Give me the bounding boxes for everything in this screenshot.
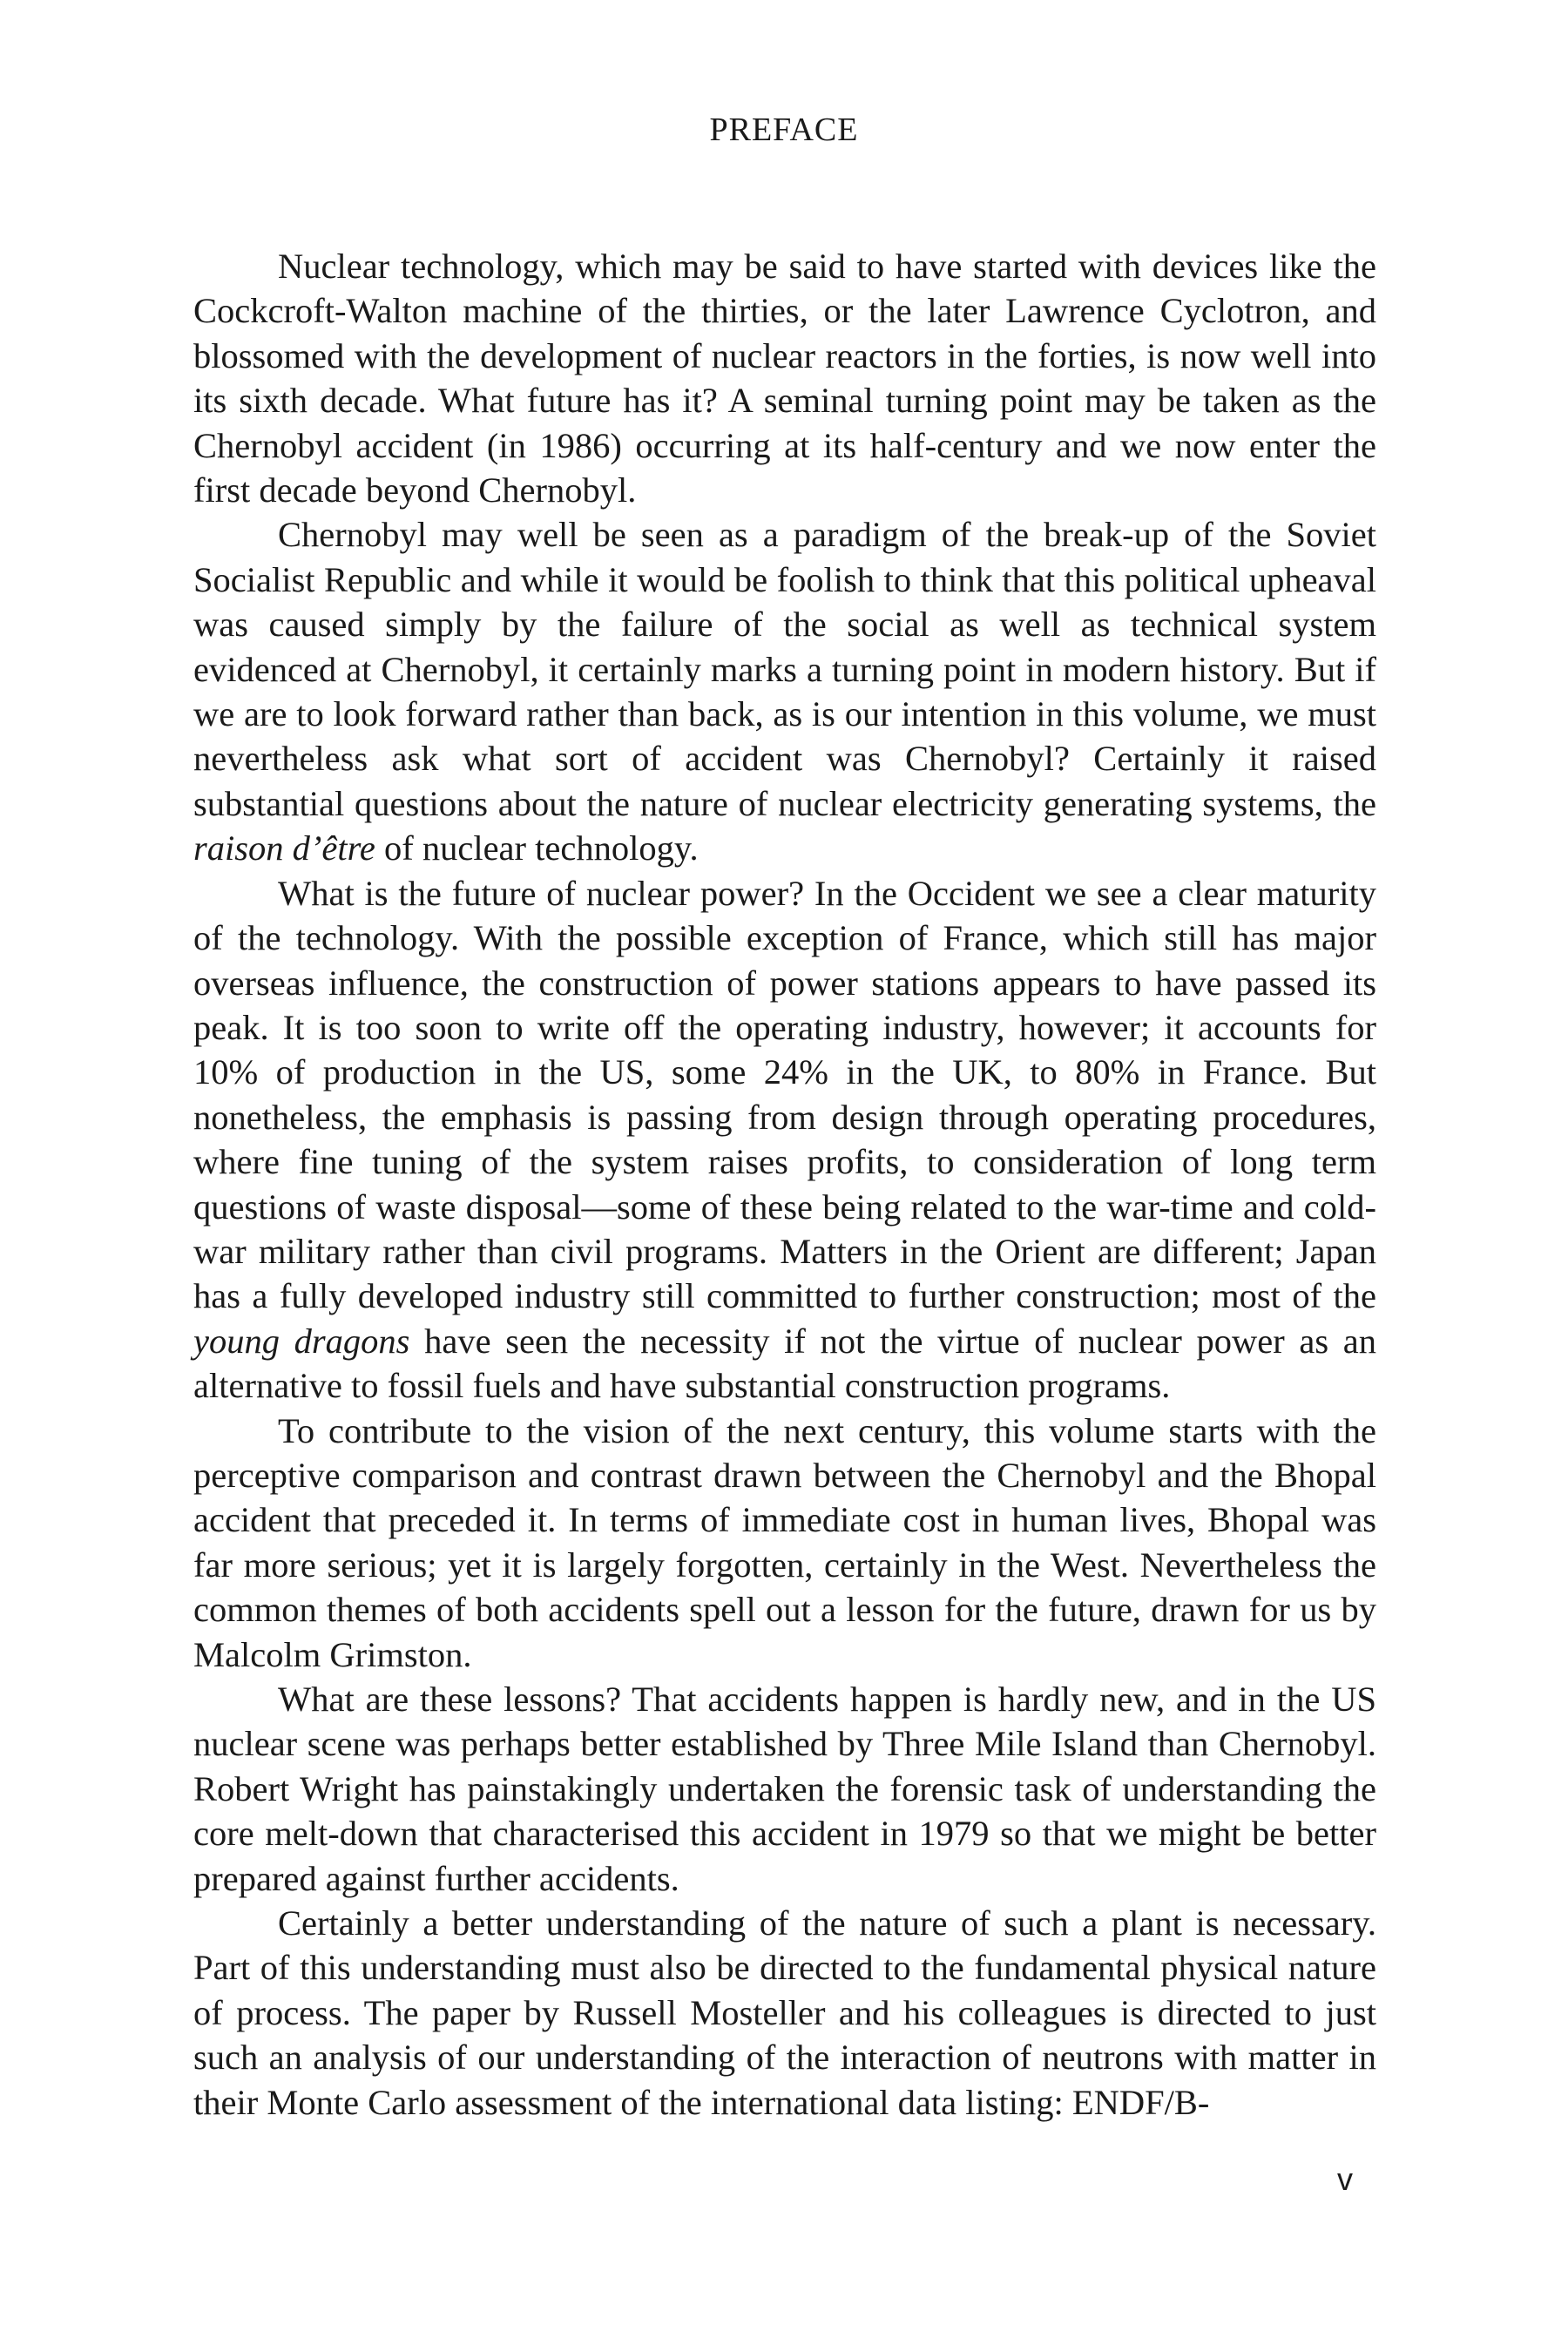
paragraph-2 <box>193 512 1376 870</box>
paragraph-6: Certainly a better understanding of the nature of such a plant is necessary. Part of this understanding must also be directed to the fundamental physical nature of process. The paper by Russell Mosteller and his colleagues is directed to just such an analysis of our understanding of the interaction of neutrons with matter in their Monte Carlo assessment of the international data listing: ENDF/B- <box>193 1903 1376 2122</box>
paragraph-3-text: What is the future of nuclear power? In the Occident we see a clear maturity of the technology. With the possible exception of France, which still has major overseas influence, the construction of power stations appears to have passed its peak. It is too soon to write off the operating industry, however; it accounts for 10% of production in the US, some 24% in the UK, to 80% in France. But nonetheless, the emphasis is passing from design through operating procedures, where fine tuning of the system raises profits, to consideration of long term questions of waste disposal—some of these being related to the war-time and cold-war military rather than civil programs. Matters in the Orient are different; Japan has a fully developed industry still committed to further construction; most of the <box>193 873 1376 1316</box>
paragraph-1: Nuclear technology, which may be said to have started with devices like the Cockcroft-Walton machine of the thirties, or the later Lawrence Cyclotron, and blossomed with the development of nuclear reactors in the forties, is now well into its sixth decade. What future has it? A seminal turning point may be taken as the Chernobyl accident (in 1986) occurring at its half-century and we now enter the first decade beyond Chernobyl. <box>193 247 1376 510</box>
paragraph-3-text-end: have seen the necessity if not the virtue of nuclear power as an alternative to fossil fuels and have substantial construction programs. <box>193 1321 1377 1406</box>
raison-detre-italic: raison d’être <box>193 828 375 868</box>
paragraph-3 <box>193 871 1376 1409</box>
paragraph-2-text: Chernobyl may well be seen as a paradigm of the break-up of the Soviet Socialist Republic and while it would be foolish to think that this political upheaval was caused simply by the failure of the social as well as technical system evidenced at Chernobyl, it certainly marks a turning point in modern history. But if we are to look forward rather than back, as is our intention in this volume, we must nevertheless ask what sort of accident was Chernobyl? Certainly it raised substantial questions about the nature of nuclear electricity generating systems, the <box>193 515 1376 823</box>
paragraph-4: To contribute to the vision of the next century, this volume starts with the perceptive comparison and contrast drawn between the Chernobyl and the Bhopal accident that preceded it. In terms of immediate cost in human lives, Bhopal was far more serious; yet it is largely forgotten, certainly in the West. Nevertheless the common themes of both accidents spell out a lesson for the future, drawn for us by Malcolm Grimston. <box>193 1410 1376 1674</box>
young-dragons-italic: young dragons <box>193 1321 410 1361</box>
page-number: v <box>1337 2161 1353 2197</box>
page-title: PREFACE <box>709 112 859 148</box>
paragraph-2-text-end: of nuclear technology. <box>375 828 699 868</box>
paragraph-5: What are these lessons? That accidents happen is hardly new, and in the US nuclear scene was perhaps better established by Three Mile Island than Chernobyl. Robert Wright has painstakingly undertaken the forensic task of understanding the core melt-down that characterised this accident in 1979 so that we might be better prepared against further accidents. <box>193 1680 1376 1898</box>
preface-body <box>193 244 1376 2125</box>
